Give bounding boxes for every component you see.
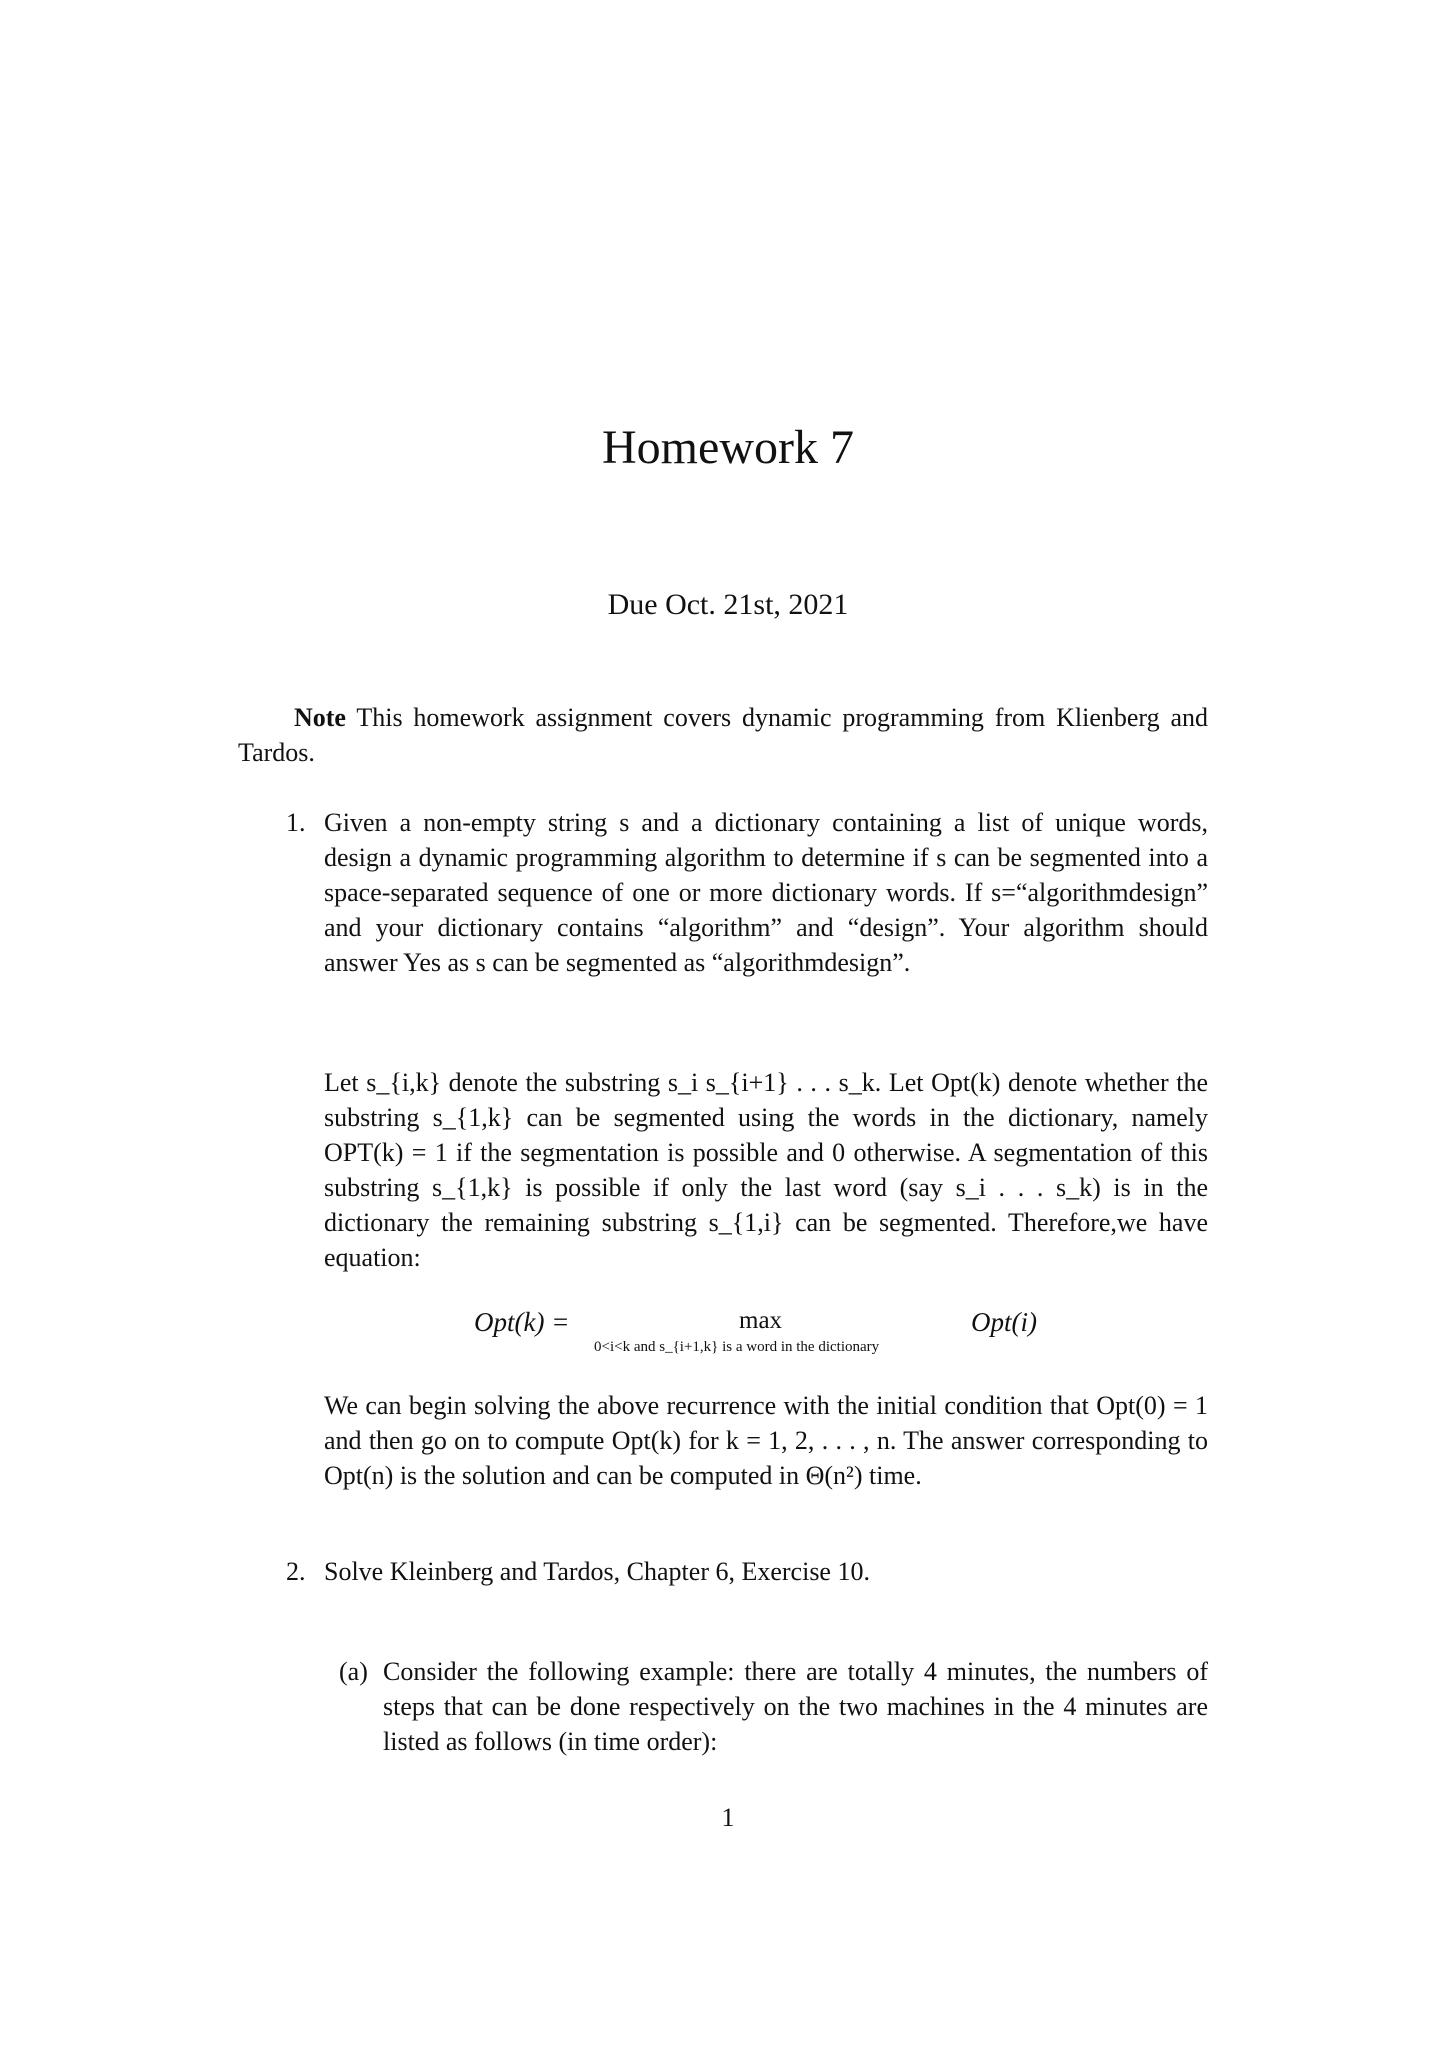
problem-2-number: 2.: [286, 1557, 306, 1586]
subpart-a-text: Consider the following example: there are totally 4 minutes, the numbers of steps that can be done respectively on the two machines in the 4 minutes are listed as follows (in time order):: [383, 1657, 1208, 1756]
note-text: This homework assignment covers dynamic programming from Klienberg and Tardos.: [238, 703, 1208, 767]
problem-2-statement: Solve Kleinberg and Tardos, Chapter 6, Exercise 10.: [324, 1557, 870, 1586]
equation-subscript: 0<i<k and s_{i+1,k} is a word in the dictionary: [594, 1339, 880, 1355]
problem-1-answer: Let s_{i,k} denote the substring s_i s_{i+1} . . . s_k. Let Opt(k) denote whether the substring s_{1,k} can be segmented using the words in the dictionary, namely OPT(k) = 1 if the segmentation is possible and 0 otherwise. A segmentation of this substring s_{1,k} is possible if only the last word (say s_i . . . s_k) is in the dictionary the remaining substring s_{1,i} can be segmented. Therefore,we have equation:: [324, 1068, 1208, 1272]
equation-operator: max: [739, 1307, 783, 1334]
problem-1-statement: Given a non-empty string s and a dictionary containing a list of unique words, design a dynamic programming algorithm to determine if s can be segmented into a space-separated sequence of one or more dictionary words. If s=“algorithmdesign” and your dictionary contains “algorithm” and “design”. Your algorithm should answer Yes as s can be segmented as “algorithmdesign”.: [324, 808, 1208, 977]
problem-1-number: 1.: [286, 808, 306, 837]
problem-1-continuation: We can begin solving the above recurrence with the initial condition that Opt(0) = 1 and then go on to compute Opt(k) for k = 1, 2, . . . , n. The answer corresponding to Opt(n) is the solution and can be computed in Θ(n²) time.: [324, 1391, 1208, 1490]
page-number: 1: [721, 1803, 735, 1832]
note-paragraph: [238, 700, 1208, 770]
due-date: Due Oct. 21st, 2021: [607, 588, 849, 621]
equation-lhs: Opt(k) =: [474, 1307, 570, 1337]
subpart-a-label: (a): [339, 1657, 368, 1686]
equation-rhs: Opt(i): [971, 1307, 1037, 1337]
note-label: Note: [294, 703, 346, 732]
document-title: Homework 7: [602, 421, 854, 474]
recurrence-equation: [324, 1307, 1208, 1363]
